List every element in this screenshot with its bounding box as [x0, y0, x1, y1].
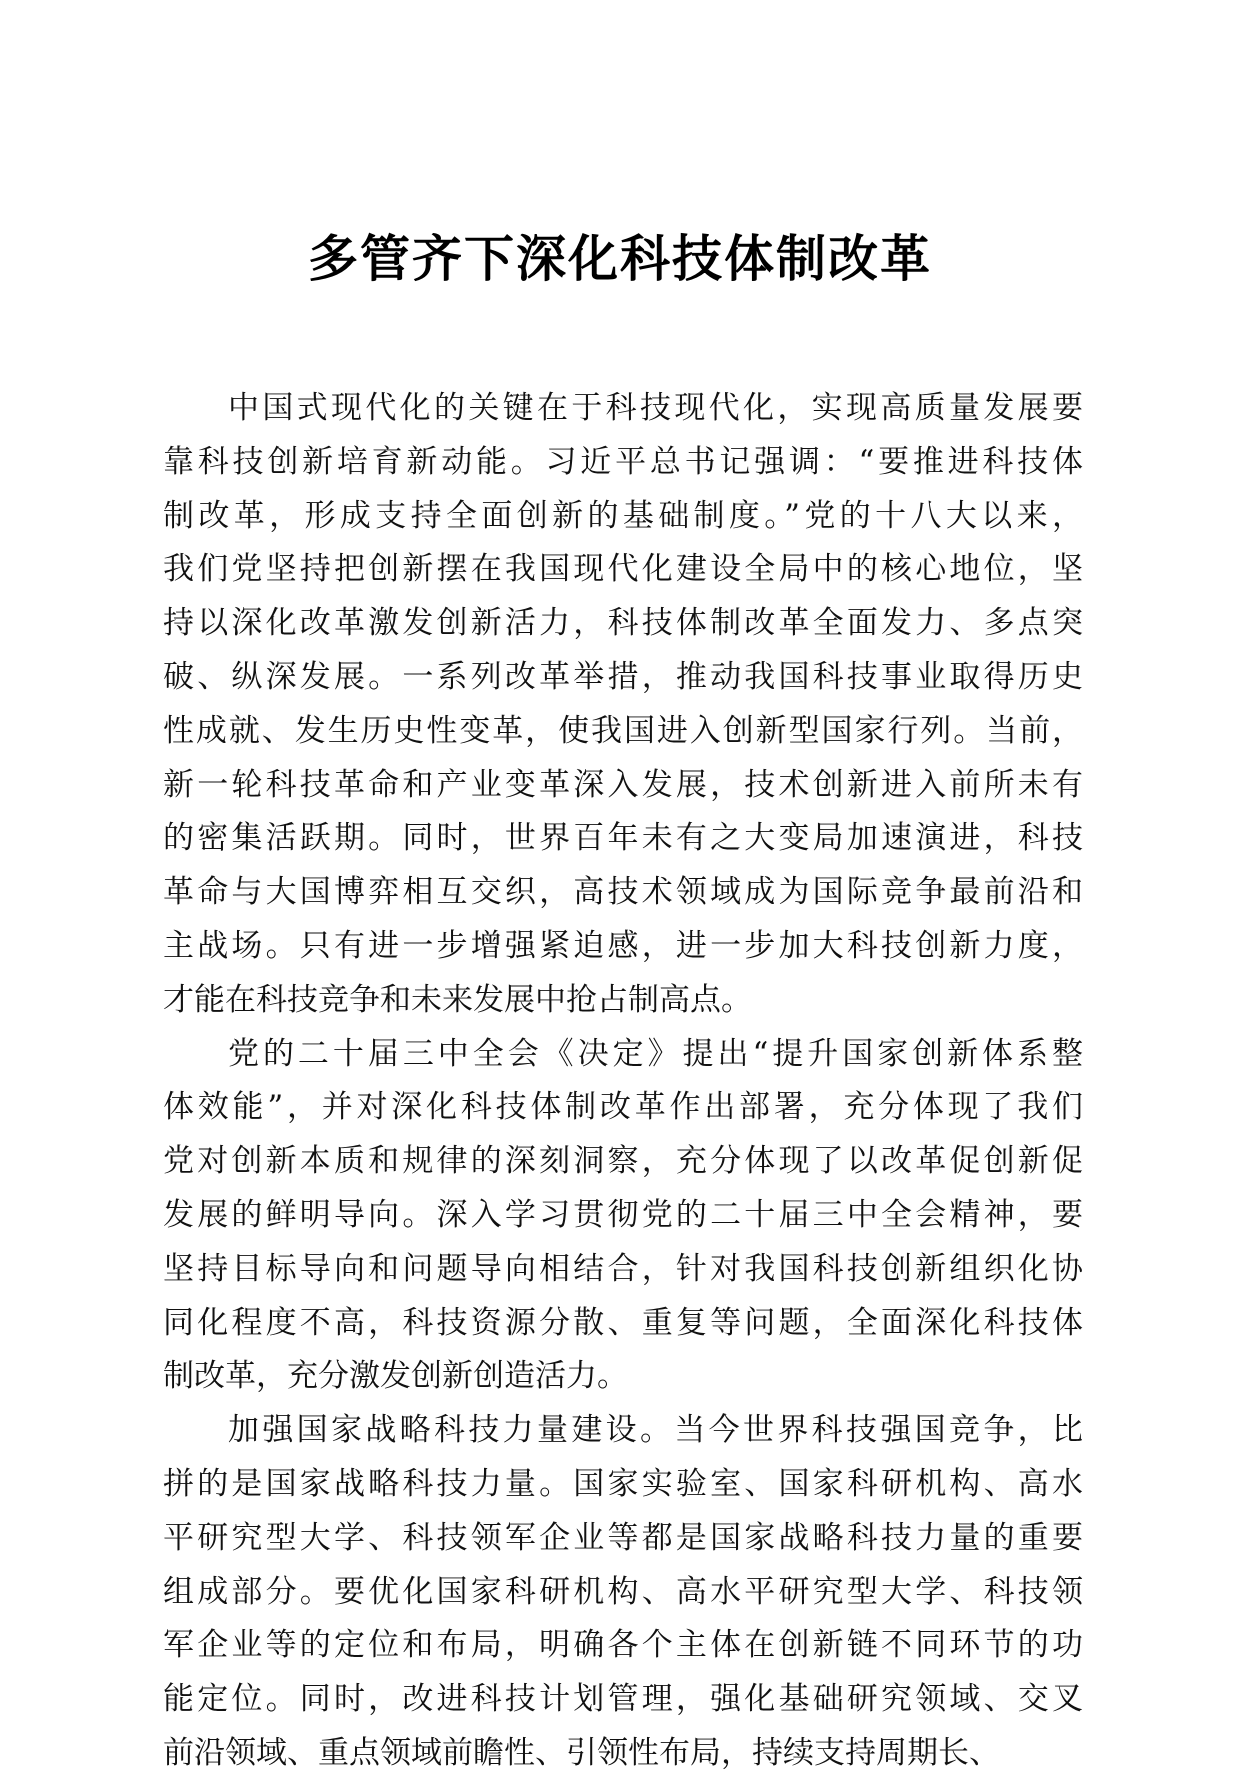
paragraph — [0, 382, 1240, 1028]
paragraph — [0, 1028, 1240, 1405]
text-line: 制改革，充分激发创新创造活力。 — [163, 1358, 628, 1395]
text-line: 前沿领域、重点领域前瞻性、引领性布局，持续支持周期长、 — [163, 1734, 1000, 1771]
text-line: 党对创新本质和规律的深刻洞察，充分体现了以改革促创新促 — [163, 1143, 1083, 1180]
text-line: 性成就、发生历史性变革，使我国进入创新型国家行列。当前， — [163, 712, 1083, 749]
text-line: 我们党坚持把创新摆在我国现代化建设全局中的核心地位，坚 — [163, 551, 1083, 588]
text-line: 军企业等的定位和布局，明确各个主体在创新链不同环节的功 — [163, 1627, 1083, 1664]
text-line: 加强国家战略科技力量建设。当今世界科技强国竞争，比 — [228, 1412, 1083, 1449]
text-line: 破、纵深发展。一系列改革举措，推动我国科技事业取得历史 — [163, 658, 1083, 695]
text-line: 拼的是国家战略科技力量。国家实验室、国家科研机构、高水 — [163, 1465, 1083, 1502]
text-line: 靠科技创新培育新动能。习近平总书记强调：“要推进科技体 — [163, 443, 1083, 480]
document-body — [0, 382, 1240, 1781]
text-line: 发展的鲜明导向。深入学习贯彻党的二十届三中全会精神，要 — [163, 1196, 1083, 1233]
text-line: 中国式现代化的关键在于科技现代化，实现高质量发展要 — [228, 390, 1083, 426]
text-line: 坚持目标导向和问题导向相结合，针对我国科技创新组织化协 — [163, 1250, 1083, 1287]
page-title: 多管齐下深化科技体制改革 — [308, 229, 932, 288]
text-line: 革命与大国博弈相互交织，高技术领域成为国际竞争最前沿和 — [163, 874, 1083, 911]
text-line: 主战场。只有进一步增强紧迫感，进一步加大科技创新力度， — [163, 927, 1083, 964]
text-line: 体效能”，并对深化科技体制改革作出部署，充分体现了我们 — [163, 1089, 1083, 1126]
text-line: 平研究型大学、科技领军企业等都是国家战略科技力量的重要 — [163, 1519, 1083, 1556]
text-line: 新一轮科技革命和产业变革深入发展，技术创新进入前所未有 — [163, 766, 1083, 803]
text-line: 党的二十届三中全会《决定》提出“提升国家创新体系整 — [228, 1035, 1083, 1072]
text-line: 组成部分。要优化国家科研机构、高水平研究型大学、科技领 — [163, 1573, 1083, 1610]
text-line: 能定位。同时，改进科技计划管理，强化基础研究领域、交叉 — [163, 1681, 1083, 1718]
text-line: 制改革，形成支持全面创新的基础制度。”党的十八大以来， — [163, 497, 1083, 534]
paragraph — [0, 1404, 1240, 1781]
text-line: 的密集活跃期。同时，世界百年未有之大变局加速演进，科技 — [163, 820, 1083, 857]
text-line: 才能在科技竞争和未来发展中抢占制高点。 — [163, 981, 752, 1018]
text-line: 持以深化改革激发创新活力，科技体制改革全面发力、多点突 — [163, 605, 1083, 642]
text-line: 同化程度不高，科技资源分散、重复等问题，全面深化科技体 — [163, 1304, 1083, 1341]
